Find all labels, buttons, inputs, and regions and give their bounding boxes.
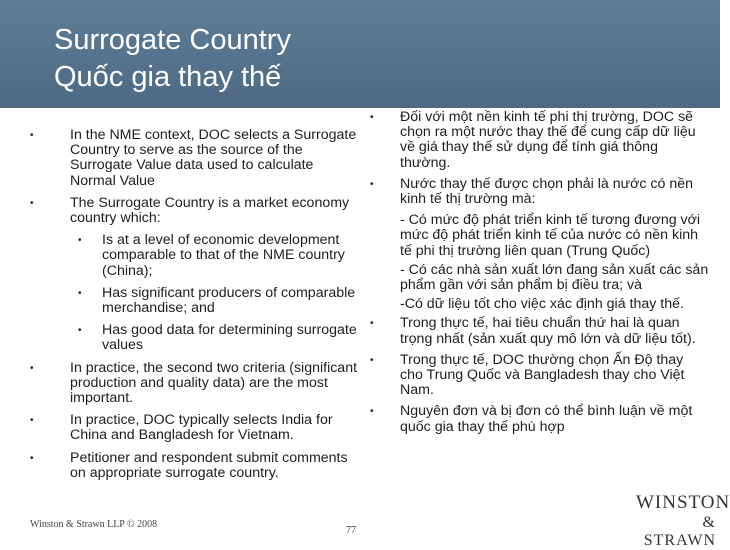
bullet-icon: •	[370, 178, 374, 190]
bullet-text: Nước thay thế được chọn phải là nước có nền kinh tế thị trường mà:	[400, 175, 694, 208]
bullet-icon: •	[370, 318, 374, 330]
bullet-text: Trong thực tế, DOC thường chọn Ấn Độ thay cho Trung Quốc và Bangladesh thay cho Việt Nam.	[400, 351, 685, 399]
list-item	[30, 196, 360, 226]
list-item	[370, 110, 710, 171]
footer-copyright: Winston & Strawn LLP © 2008	[30, 519, 158, 530]
bullet-icon: •	[78, 235, 82, 247]
bullet-icon: •	[370, 354, 374, 366]
logo-line-1: WINSTON	[636, 492, 730, 513]
list-item	[30, 128, 360, 189]
bullet-text: The Surrogate Country is a market economy country which:	[70, 194, 350, 227]
bullet-text: Nguyên đơn và bị đơn có thể bình luận về một quốc gia thay thế phù hợp	[400, 403, 693, 435]
bullet-icon: •	[30, 415, 34, 427]
bullet-icon: •	[30, 197, 34, 209]
english-column	[30, 128, 360, 488]
list-item	[30, 451, 360, 481]
slide-title	[54, 22, 291, 96]
page-number: 77	[346, 525, 356, 536]
bullet-text: Petitioner and respondent submit comments on appropriate surrogate country.	[70, 449, 348, 481]
bullet-icon: •	[30, 452, 34, 464]
title-english: Surrogate Country	[54, 24, 291, 56]
bullet-text: In practice, DOC typically selects India for China and Bangladesh for Vietnam.	[70, 412, 333, 444]
criterion-text: - Có các nhà sản xuất lớn đang sản xuất các sản phẩm gần với sản phẩm bị điều tra; và	[400, 261, 709, 294]
list-item	[370, 177, 710, 207]
sub-list-item	[30, 233, 360, 279]
vietnamese-column	[370, 110, 710, 441]
bullet-text: Has good data for determining surrogate values	[102, 322, 357, 354]
title-banner	[0, 0, 720, 108]
bullet-text: Is at a level of economic development comparable to that of the NME country (China);	[102, 232, 345, 279]
title-vietnamese: Quốc gia thay thế	[54, 61, 282, 93]
bullet-icon: •	[30, 362, 34, 374]
bullet-icon: •	[78, 325, 82, 337]
firm-logo	[636, 492, 730, 549]
bullet-icon: •	[370, 112, 374, 123]
criterion-text: -Có dữ liệu tốt cho việc xác định giá thay thế.	[400, 296, 684, 313]
list-item	[370, 316, 710, 346]
bullet-text: Đối với một nền kinh tế phi thị trường, DOC sẽ chọn ra một nước thay thế để cung cấp dữ liệu về giá thay thế sử dụng để tính giá thông thường.	[400, 109, 696, 171]
list-item	[30, 361, 360, 407]
list-item	[370, 353, 710, 399]
bullet-text: In practice, the second two criteria (significant production and quality data) are the most important.	[70, 359, 358, 407]
bullet-icon: •	[30, 130, 34, 141]
bullet-text: In the NME context, DOC selects a Surrogate Country to serve as the source of the Surrogate Value data used to calculate Normal Value	[70, 127, 357, 189]
logo-line-2: & STRAWN	[643, 514, 716, 549]
bullet-icon: •	[370, 406, 374, 418]
sub-list-item	[30, 286, 360, 316]
bullet-icon: •	[78, 287, 82, 299]
list-item	[30, 413, 360, 443]
bullet-text: Has significant producers of comparable merchandise; and	[102, 284, 356, 317]
sub-list-item	[30, 323, 360, 353]
bullet-text: Trong thực tế, hai tiêu chuẩn thứ hai là quan trọng nhất (sản xuất quy mô lớn và dữ liệu tốt).	[400, 315, 696, 347]
list-item	[370, 404, 710, 434]
criterion-text: - Có mức độ phát triển kinh tế tương đương với mức độ phát triển kinh tế của nước có nền kinh tế phi thị trường liên quan (Trung Quốc)	[400, 212, 701, 259]
